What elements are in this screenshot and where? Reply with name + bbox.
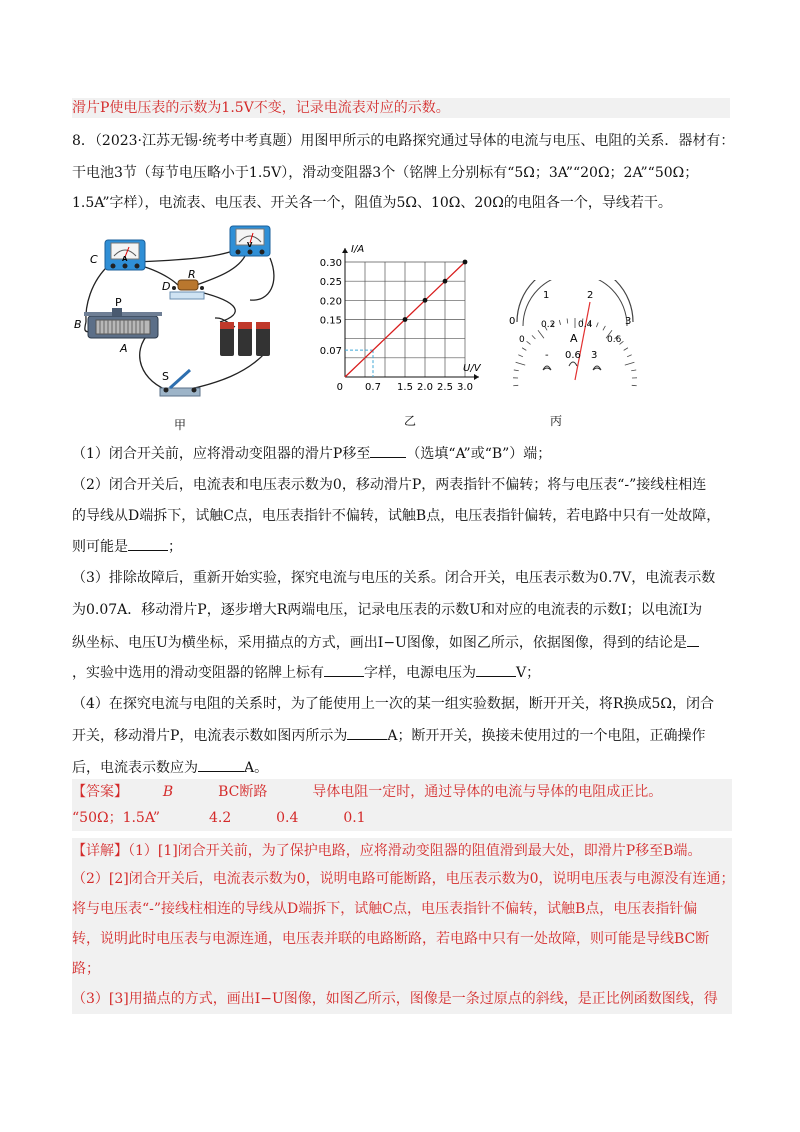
part-2-blank bbox=[128, 536, 168, 551]
answer-6: 0.4 bbox=[276, 810, 299, 826]
part-4-text-2a: 开关，移动滑片P，电流表示数如图丙所示为 bbox=[72, 728, 348, 744]
part-3-line-3 bbox=[72, 632, 732, 653]
data-point bbox=[443, 279, 448, 284]
part-3-blank-voltage bbox=[476, 662, 516, 677]
ammeter-dial bbox=[505, 280, 645, 390]
question-intro-1: 8．（2023·江苏无锡·统考中考真题）用图甲所示的电路探究通过导体的电流与电压、电阻的关系．器材有： bbox=[72, 133, 735, 149]
dial-tick bbox=[559, 320, 560, 325]
part-2-line-2: 的导线从D端拆下，试触C点，电压表指针不偏转，试触B点，电压表指针偏转，若电路中只有一处故障， bbox=[72, 508, 721, 524]
part-3-text-2b: ．移动滑片P，逐步增大R两端电压，记录电压表的示数U和对应的电流表的示数I；以电流I为 bbox=[127, 602, 703, 618]
dial-outer-2: 2 bbox=[587, 290, 594, 301]
question-intro-3: 1.5A”字样），电流表、电压表、开关各一个，阻值为5Ω、10Ω、20Ω的电阻各一个，导线若干。 bbox=[72, 195, 672, 211]
label-d: D bbox=[162, 280, 171, 293]
origin-label: 0 bbox=[336, 382, 343, 393]
dial-tick bbox=[518, 355, 523, 357]
dial-tick bbox=[625, 362, 635, 365]
dial-tick bbox=[522, 348, 526, 351]
y-tick-label: 0.15 bbox=[319, 315, 342, 327]
figure-yi-caption: 乙 bbox=[404, 414, 417, 428]
terminal-06: 0.6 bbox=[565, 350, 581, 361]
top-line bbox=[72, 98, 730, 118]
part-4-resistance: 5Ω bbox=[651, 696, 672, 712]
dial-tick bbox=[631, 370, 636, 371]
label-c: C bbox=[90, 253, 98, 266]
dial-tick bbox=[596, 323, 598, 328]
part-3-blank-conclusion bbox=[687, 632, 699, 647]
part-2-text-a: 则可能是 bbox=[72, 539, 128, 555]
x-tick-label: 2.5 bbox=[437, 382, 453, 393]
part-3-line-1 bbox=[72, 568, 732, 588]
part-4-line-2 bbox=[72, 725, 732, 746]
dial-outer-3: 3 bbox=[625, 316, 632, 327]
y-tick-label: 0.25 bbox=[319, 277, 342, 289]
x-tick-label: 0.7 bbox=[365, 382, 381, 393]
terminal-3: 3 bbox=[591, 350, 598, 361]
terminal-3-icon bbox=[593, 366, 601, 370]
part-3-text-4c: V； bbox=[516, 665, 541, 681]
y-tick-label: 0.07 bbox=[319, 346, 342, 358]
dial-inner-02: 0.2 bbox=[541, 320, 556, 330]
part-4-line-3 bbox=[72, 757, 732, 778]
dial-tick bbox=[538, 330, 544, 338]
voltmeter-letter: V bbox=[247, 241, 253, 249]
data-point bbox=[463, 260, 468, 265]
label-s: S bbox=[162, 370, 169, 383]
part-3-text-4a: ，实验中选用的滑动变阻器的铭牌上标有 bbox=[72, 665, 324, 681]
part-2-line-1: （2）闭合开关后，电流表和电压表示数为0，移动滑片P，两表指针不偏转；将与电压表“-”接线柱相连 bbox=[72, 477, 707, 493]
terminal-minus-icon bbox=[543, 366, 551, 370]
part-1-blank bbox=[370, 443, 406, 458]
answer-7: 0.1 bbox=[343, 810, 366, 826]
dial-inner-04: 0.4 bbox=[578, 320, 593, 330]
ammeter-letter: A bbox=[122, 255, 128, 263]
dial-outer-1: 1 bbox=[543, 290, 550, 301]
detail-text-1: （1）[1]闭合开关前，为了保护电路，应将滑动变阻器的阻值滑到最大处，即滑片P移至B端。 bbox=[128, 843, 702, 859]
part-1-text-a: （1）闭合开关前，应将滑动变阻器的滑片P移至 bbox=[72, 446, 371, 462]
answer-5: 4.2 bbox=[208, 810, 232, 826]
rheostat-icon bbox=[84, 308, 162, 338]
x-axis-label: U/V bbox=[463, 363, 481, 374]
part-3-line-4 bbox=[72, 662, 732, 683]
part-3-line-2 bbox=[72, 600, 732, 620]
part-3-text-3: 纵坐标、电压U为横坐标，采用描点的方式，画出I−U图像，如图乙所示，依据图像，得到的结论是 bbox=[72, 635, 687, 651]
circuit-figure bbox=[70, 222, 300, 422]
terminal-minus: - bbox=[545, 350, 549, 361]
dial-inner-0: 0 bbox=[519, 335, 525, 345]
detail-line-4: 转，说明此时电压表与电源连通，电压表并联的电路断路，若电路中只有一处故障，则可能是导线BC断 bbox=[72, 924, 732, 954]
part-4-line-1 bbox=[72, 694, 732, 714]
answer-1: B bbox=[162, 784, 174, 800]
graph-labels bbox=[320, 244, 482, 393]
detail-line-2: （2）[2]闭合开关后，电流表示数为0，说明电路可能断路，电压表示数为0，说明电压表与电源没有连通； bbox=[72, 864, 732, 894]
data-point bbox=[423, 298, 428, 303]
x-tick-label: 1.5 bbox=[397, 382, 413, 393]
part-4-text-1a: （4）在探究电流与电阻的关系时，为了能使用上一次的某一组实验数据，断开开关，将R换成 bbox=[72, 696, 652, 712]
figure-jia-caption: 甲 bbox=[174, 418, 187, 432]
y-tick-label: 0.30 bbox=[319, 258, 342, 269]
answer-2: BC断路 bbox=[218, 784, 268, 800]
part-3-current: 0.07A bbox=[86, 602, 128, 618]
part-4-text-2b: A；断开开关，换接未使用过的一个电阻，正确操作 bbox=[387, 728, 706, 744]
figure-bing-caption: 丙 bbox=[550, 414, 563, 428]
answer-line-1 bbox=[72, 779, 732, 805]
dial-tick bbox=[603, 326, 605, 330]
label-a: A bbox=[120, 342, 128, 355]
top-line-text: 滑片P使电压表的示数为1.5V不变，记录电流表对应的示数。 bbox=[72, 100, 450, 116]
dial-tick bbox=[516, 362, 526, 365]
part-1 bbox=[72, 443, 732, 464]
y-axis-arrow bbox=[342, 248, 348, 253]
data-point bbox=[403, 317, 408, 322]
part-2-text-b: ； bbox=[168, 539, 182, 555]
y-tick-label: 0.20 bbox=[319, 296, 342, 308]
part-1-text-b: （选填“A”或“B”）端； bbox=[406, 446, 552, 462]
dial-outer-0: 0 bbox=[509, 316, 516, 327]
part-3-text-4b: 字样，电源电压为 bbox=[364, 665, 476, 681]
detail-line-3: 将与电压表“-”接线柱相连的导线从D端拆下，试触C点，电压表指针不偏转，试触B点，电压表指针偏 bbox=[72, 894, 732, 924]
detail-line-6: （3）[3]用描点的方式，画出I−U图像，如图乙所示，图像是一条过原点的斜线，是正比例函数图线，得 bbox=[72, 984, 732, 1014]
answer-4: “50Ω；1.5A” bbox=[72, 810, 161, 826]
part-3-blank-rheostat bbox=[324, 662, 364, 677]
dial-tick bbox=[627, 355, 632, 357]
part-3-text-1b: ，电流表示数 bbox=[631, 570, 716, 586]
dial-outer-arc bbox=[517, 280, 633, 322]
part-4-text-3b: A。 bbox=[244, 760, 269, 776]
part-2-line-3 bbox=[72, 536, 732, 557]
part-3-text-1a: （3）排除故障后，重新开始实验，探究电流与电压的关系。闭合开关，电压表示数为 bbox=[72, 570, 599, 586]
dial-tick bbox=[532, 335, 535, 339]
part-4-blank-2 bbox=[198, 757, 244, 772]
detail-line-5: 路； bbox=[72, 954, 732, 984]
label-r: R bbox=[188, 268, 196, 281]
label-b: B bbox=[74, 318, 82, 331]
x-axis-arrow bbox=[474, 374, 479, 380]
part-4-blank-1 bbox=[347, 725, 387, 740]
part-3-voltage: 0.7V bbox=[598, 570, 632, 586]
x-tick-label: 3.0 bbox=[457, 382, 473, 393]
question-intro-2: 干电池3节（每节电压略小于1.5V），滑动变阻器3个（铭牌上分别标有“5Ω；3A”“20Ω；2A”“50Ω； bbox=[72, 165, 699, 181]
battery-icon bbox=[220, 322, 270, 356]
terminal-06-icon bbox=[569, 362, 577, 366]
dial-unit: A bbox=[570, 332, 578, 345]
answer-line-2 bbox=[72, 805, 732, 831]
detail-label: 【详解】 bbox=[72, 843, 128, 859]
dial-tick bbox=[527, 341, 531, 344]
dial-tick bbox=[514, 370, 519, 371]
answer-label: 【答案】 bbox=[72, 784, 128, 800]
part-4-text-3a: 后，电流表示数应为 bbox=[72, 760, 198, 776]
part-4-text-1b: ，闭合 bbox=[671, 696, 714, 712]
dial-inner-06: 0.6 bbox=[607, 335, 622, 345]
detail-line-1 bbox=[72, 838, 732, 864]
iu-graph bbox=[313, 232, 498, 412]
dial-tick bbox=[624, 348, 628, 351]
dial-tick bbox=[567, 319, 568, 324]
x-tick-label: 2.0 bbox=[417, 382, 433, 393]
part-3-text-2a: 为 bbox=[72, 602, 86, 618]
label-p: P bbox=[115, 296, 122, 309]
answer-3: 导体电阻一定时，通过导体的电流与导体的电阻成正比。 bbox=[312, 784, 663, 800]
y-axis-label: I/A bbox=[351, 244, 365, 255]
